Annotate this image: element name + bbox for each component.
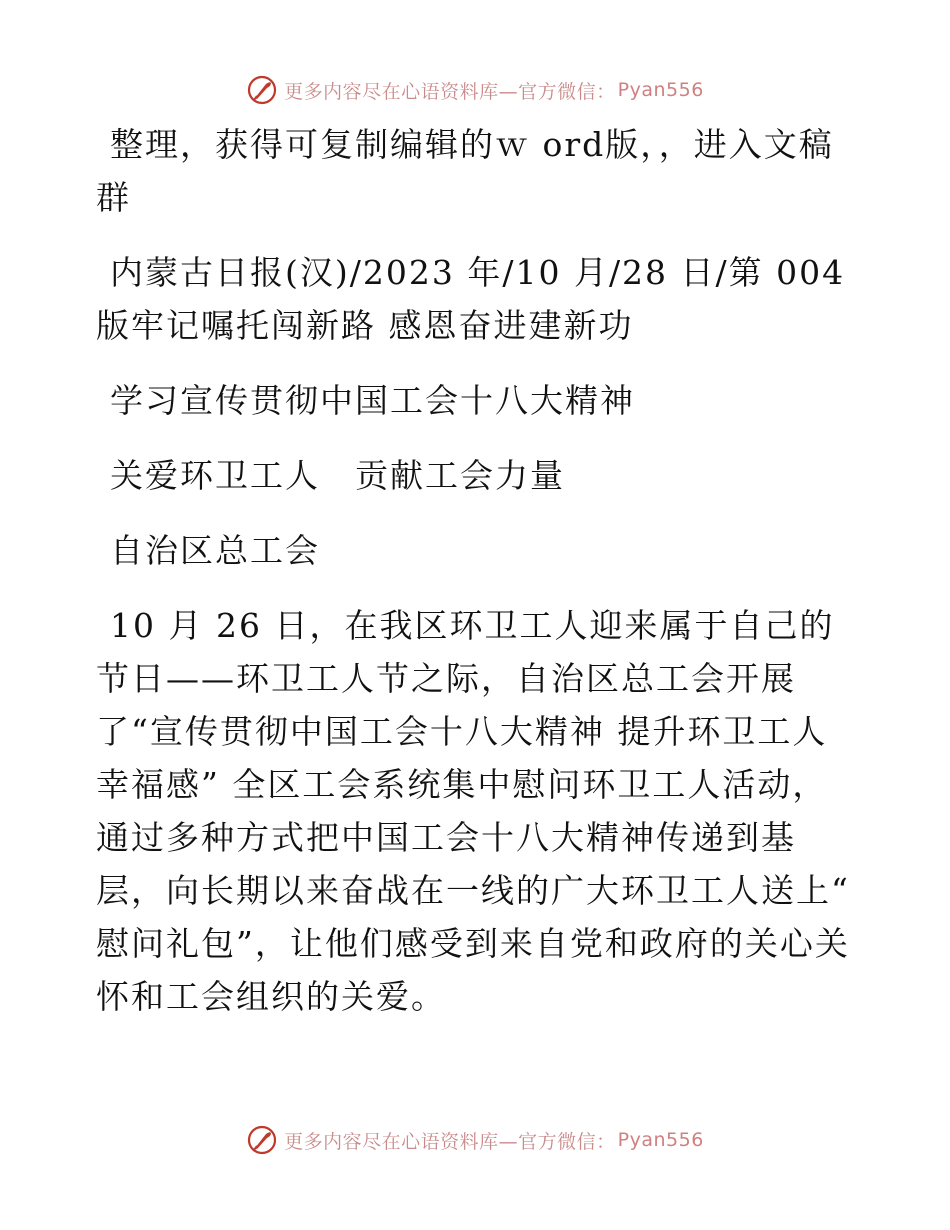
- watermark-text: 更多内容尽在心语资料库—官方微信：: [284, 80, 616, 103]
- paragraph-headline: 学习宣传贯彻中国工会十八大精神: [110, 381, 635, 420]
- paragraph-author: 自治区总工会: [110, 531, 320, 570]
- watermark-text: 更多内容尽在心语资料库—官方微信：: [284, 1130, 616, 1153]
- watermark-wechat-id: Pyan556: [617, 79, 704, 101]
- watermark-wechat-id: Pyan556: [617, 1129, 704, 1151]
- quill-pen-logo-icon: [246, 1124, 278, 1156]
- paragraph-body: 10 月 26 日，在我区环卫工人迎来属于自己的节日——环卫工人节之际，自治区总工会开展了“宣传贯彻中国工会十八大精神 提升环卫工人幸福感” 全区工会系统集中慰问环卫工人活动，通过多种方式把中国工会十八大精神传递到基层，向长期以来奋战在一线的广大环卫工人送上“ 慰问礼包”，让他们感受到来自党和政府的关心关怀和工会组织的关爱。: [96, 606, 850, 1016]
- header-watermark: [0, 70, 950, 110]
- footer-watermark: [0, 1120, 950, 1160]
- quill-pen-logo-icon: [246, 74, 278, 106]
- document-body: [96, 118, 856, 1045]
- paragraph-subheadline: 关爱环卫工人 贡献工会力量: [110, 456, 565, 495]
- paragraph-intro-note: 整理，获得可复制编辑的ｗ ord版，，进入文稿群: [96, 125, 834, 217]
- paragraph-source-line: 内蒙古日报(汉)/2023 年/10 月/28 日/第 004 版牢记嘱托闯新路 感恩奋进建新功: [96, 253, 846, 345]
